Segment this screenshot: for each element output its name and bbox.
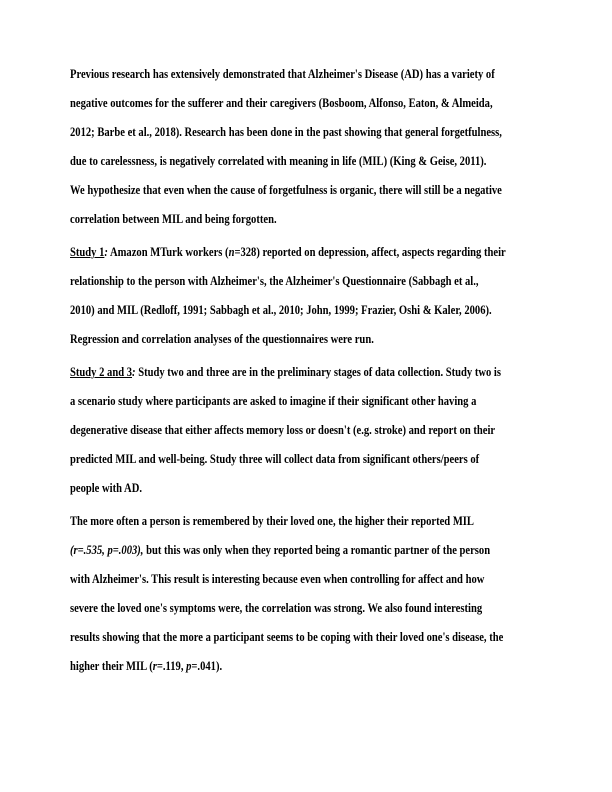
text-segment: results showing that the more a participant seems to be coping with their loved one's disease, the (70, 630, 504, 644)
text-segment: people with AD. (70, 481, 142, 495)
text-line-content (70, 147, 486, 176)
text-line-content (70, 445, 479, 474)
text-line (70, 295, 560, 324)
text-segment: but this was only when they reported being a romantic partner of the person (143, 543, 491, 557)
text-line (70, 535, 560, 564)
text-line-content (70, 118, 502, 147)
text-line (70, 593, 560, 622)
text-segment: n (228, 245, 235, 259)
text-line-content (70, 60, 495, 89)
text-segment: =.041). (191, 659, 223, 673)
text-segment: with Alzheimer's. This result is interesting because even when controlling for affect and how (70, 572, 485, 586)
text-line (70, 506, 560, 535)
text-line-content (70, 652, 222, 681)
text-line-content (70, 358, 501, 387)
text-line (70, 415, 560, 444)
text-segment: negative outcomes for the sufferer and their caregivers (Bosboom, Alfonso, Eaton, & Almeida, (70, 96, 493, 110)
text-line-content (70, 325, 374, 354)
text-line-content (70, 205, 277, 234)
text-line (70, 117, 560, 146)
text-segment: Study two and three are in the preliminary stages of data collection. Study two is (135, 365, 501, 379)
results-paragraph (70, 506, 560, 680)
text-line (70, 204, 560, 233)
text-line (70, 175, 560, 204)
text-segment: =328) reported on depression, affect, aspects regarding their (234, 245, 506, 259)
text-segment: Regression and correlation analyses of the questionnaires were run. (70, 332, 374, 346)
text-segment: 2012; Barbe et al., 2018). Research has been done in the past showing that general forgetfulness, (70, 125, 502, 139)
text-line-content (70, 594, 482, 623)
text-line (70, 622, 560, 651)
text-line-content (70, 416, 495, 445)
text-segment: (r=.535, p=.003), (70, 543, 144, 557)
text-segment: : (132, 365, 136, 379)
text-line (70, 386, 560, 415)
text-segment: 2010) and MIL (Redloff, 1991; Sabbagh et al., 2010; John, 1999; Frazier, Oshi & Kaler, 2006). (70, 303, 492, 317)
text-segment: degenerative disease that either affects memory loss or doesn't (e.g. stroke) and report on their (70, 423, 496, 437)
text-line (70, 444, 560, 473)
text-line-content (70, 296, 492, 325)
text-segment: higher their MIL ( (70, 659, 153, 673)
document-body (70, 59, 560, 684)
text-segment: Amazon MTurk workers ( (107, 245, 229, 259)
text-segment: The more often a person is remembered by their loved one, the higher their reported MIL (70, 514, 474, 528)
text-line-content (70, 238, 506, 267)
text-line (70, 88, 560, 117)
text-line-content (70, 176, 502, 205)
text-segment: Previous research has extensively demonstrated that Alzheimer's Disease (AD) has a variety of (70, 67, 495, 81)
text-line (70, 237, 560, 266)
text-segment: relationship to the person with Alzheimer's, the Alzheimer's Questionnaire (Sabbagh et al., (70, 274, 479, 288)
text-line (70, 357, 560, 386)
text-segment: : (104, 245, 108, 259)
text-line (70, 564, 560, 593)
text-line-content (70, 474, 142, 503)
text-segment: correlation between MIL and being forgotten. (70, 212, 277, 226)
study-2-3-paragraph (70, 357, 560, 502)
text-line (70, 324, 560, 353)
intro-paragraph (70, 59, 560, 233)
text-line-content (70, 267, 479, 296)
text-segment: predicted MIL and well-being. Study three will collect data from significant others/peers of (70, 452, 480, 466)
text-segment: a scenario study where participants are asked to imagine if their significant other having a (70, 394, 477, 408)
text-segment: severe the loved one's symptoms were, the correlation was strong. We also found interesting (70, 601, 483, 615)
text-segment: =.119, (156, 659, 187, 673)
text-line (70, 651, 560, 680)
text-line-content (70, 89, 493, 118)
text-segment: r (152, 659, 157, 673)
study-1-paragraph (70, 237, 560, 353)
text-segment: p (186, 659, 192, 673)
text-segment: Study 2 and 3 (70, 365, 133, 379)
text-line (70, 146, 560, 175)
text-line (70, 266, 560, 295)
text-line (70, 59, 560, 88)
text-segment: Study 1 (70, 245, 105, 259)
text-segment: We hypothesize that even when the cause of forgetfulness is organic, there will still be a negative (70, 183, 502, 197)
text-line-content (70, 387, 476, 416)
text-line-content (70, 565, 484, 594)
text-segment: due to carelessness, is negatively correlated with meaning in life (MIL) (King & Geise, 2011). (70, 154, 487, 168)
text-line-content (70, 536, 490, 565)
text-line-content (70, 507, 474, 536)
text-line-content (70, 623, 503, 652)
text-line (70, 473, 560, 502)
